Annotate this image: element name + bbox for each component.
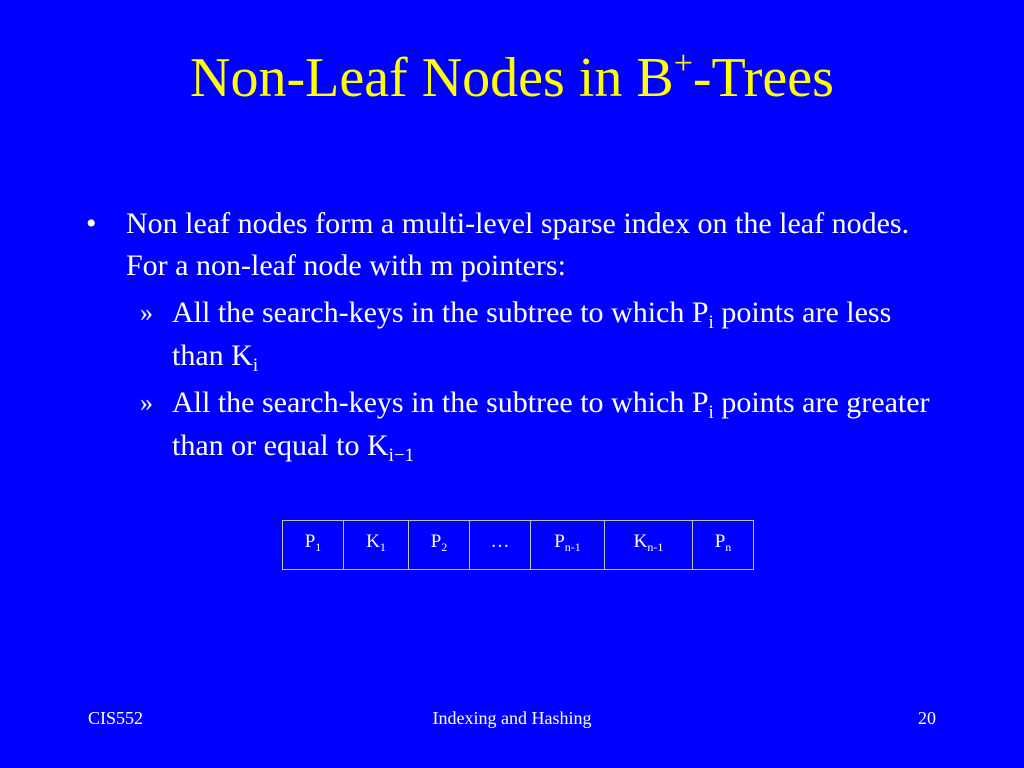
sub-bullet-subscript-a: i — [708, 402, 714, 423]
node-structure-table — [282, 520, 754, 570]
footer-topic: Indexing and Hashing — [432, 708, 592, 728]
cell-subscript: 1 — [315, 540, 322, 554]
cell-subscript: 2 — [441, 540, 448, 554]
cell-base: … — [490, 531, 510, 552]
sub-bullet-subscript-b: i−1 — [388, 445, 415, 466]
node-cell-pn-1 — [531, 521, 605, 570]
cell-base: P — [430, 531, 442, 552]
node-cell-ellipsis — [470, 521, 531, 570]
sub-bullet-text-b: points are greater than or equal to K — [172, 386, 930, 462]
title-main: Non-Leaf Nodes in B — [190, 47, 674, 109]
bullet-item — [86, 203, 946, 287]
sub-bullet-marker: » — [140, 298, 153, 327]
sub-bullet-text-b: points are less than K — [172, 296, 892, 372]
node-row — [283, 521, 754, 570]
footer-course: CIS552 — [88, 708, 144, 728]
cell-subscript: 1 — [379, 540, 386, 554]
cell-subscript: n — [725, 540, 732, 554]
slide-title — [0, 38, 1024, 118]
title-rest: -Trees — [692, 47, 834, 109]
bullet-marker: • — [86, 207, 97, 240]
bullet-list — [86, 203, 946, 467]
cell-base: P — [304, 531, 316, 552]
cell-base: P — [554, 531, 565, 552]
node-cell-p2 — [409, 521, 470, 570]
cell-base: K — [633, 531, 648, 552]
sub-bullet-marker: » — [140, 388, 153, 417]
bullet-text: Non leaf nodes form a multi-level sparse index on the leaf nodes. For a non-leaf node with m pointers: — [126, 207, 910, 282]
node-cell-pn — [693, 521, 754, 570]
footer-page-number: 20 — [918, 708, 936, 728]
node-cell-p1 — [283, 521, 344, 570]
cell-base: P — [714, 531, 726, 552]
title-superscript: + — [673, 45, 693, 82]
sub-bullet-item — [86, 381, 946, 467]
sub-bullet-text-a: All the search-keys in the subtree to which P — [172, 296, 709, 329]
sub-bullet-subscript-a: i — [708, 312, 714, 333]
sub-bullet-subscript-b: i — [252, 355, 259, 376]
node-cell-k1 — [344, 521, 409, 570]
cell-base: K — [366, 531, 380, 552]
sub-bullet-item — [86, 291, 946, 377]
cell-subscript: n-1 — [564, 540, 581, 554]
sub-bullet-text-a: All the search-keys in the subtree to which P — [172, 386, 709, 419]
cell-subscript: n-1 — [647, 540, 664, 554]
node-cell-kn-1 — [605, 521, 693, 570]
